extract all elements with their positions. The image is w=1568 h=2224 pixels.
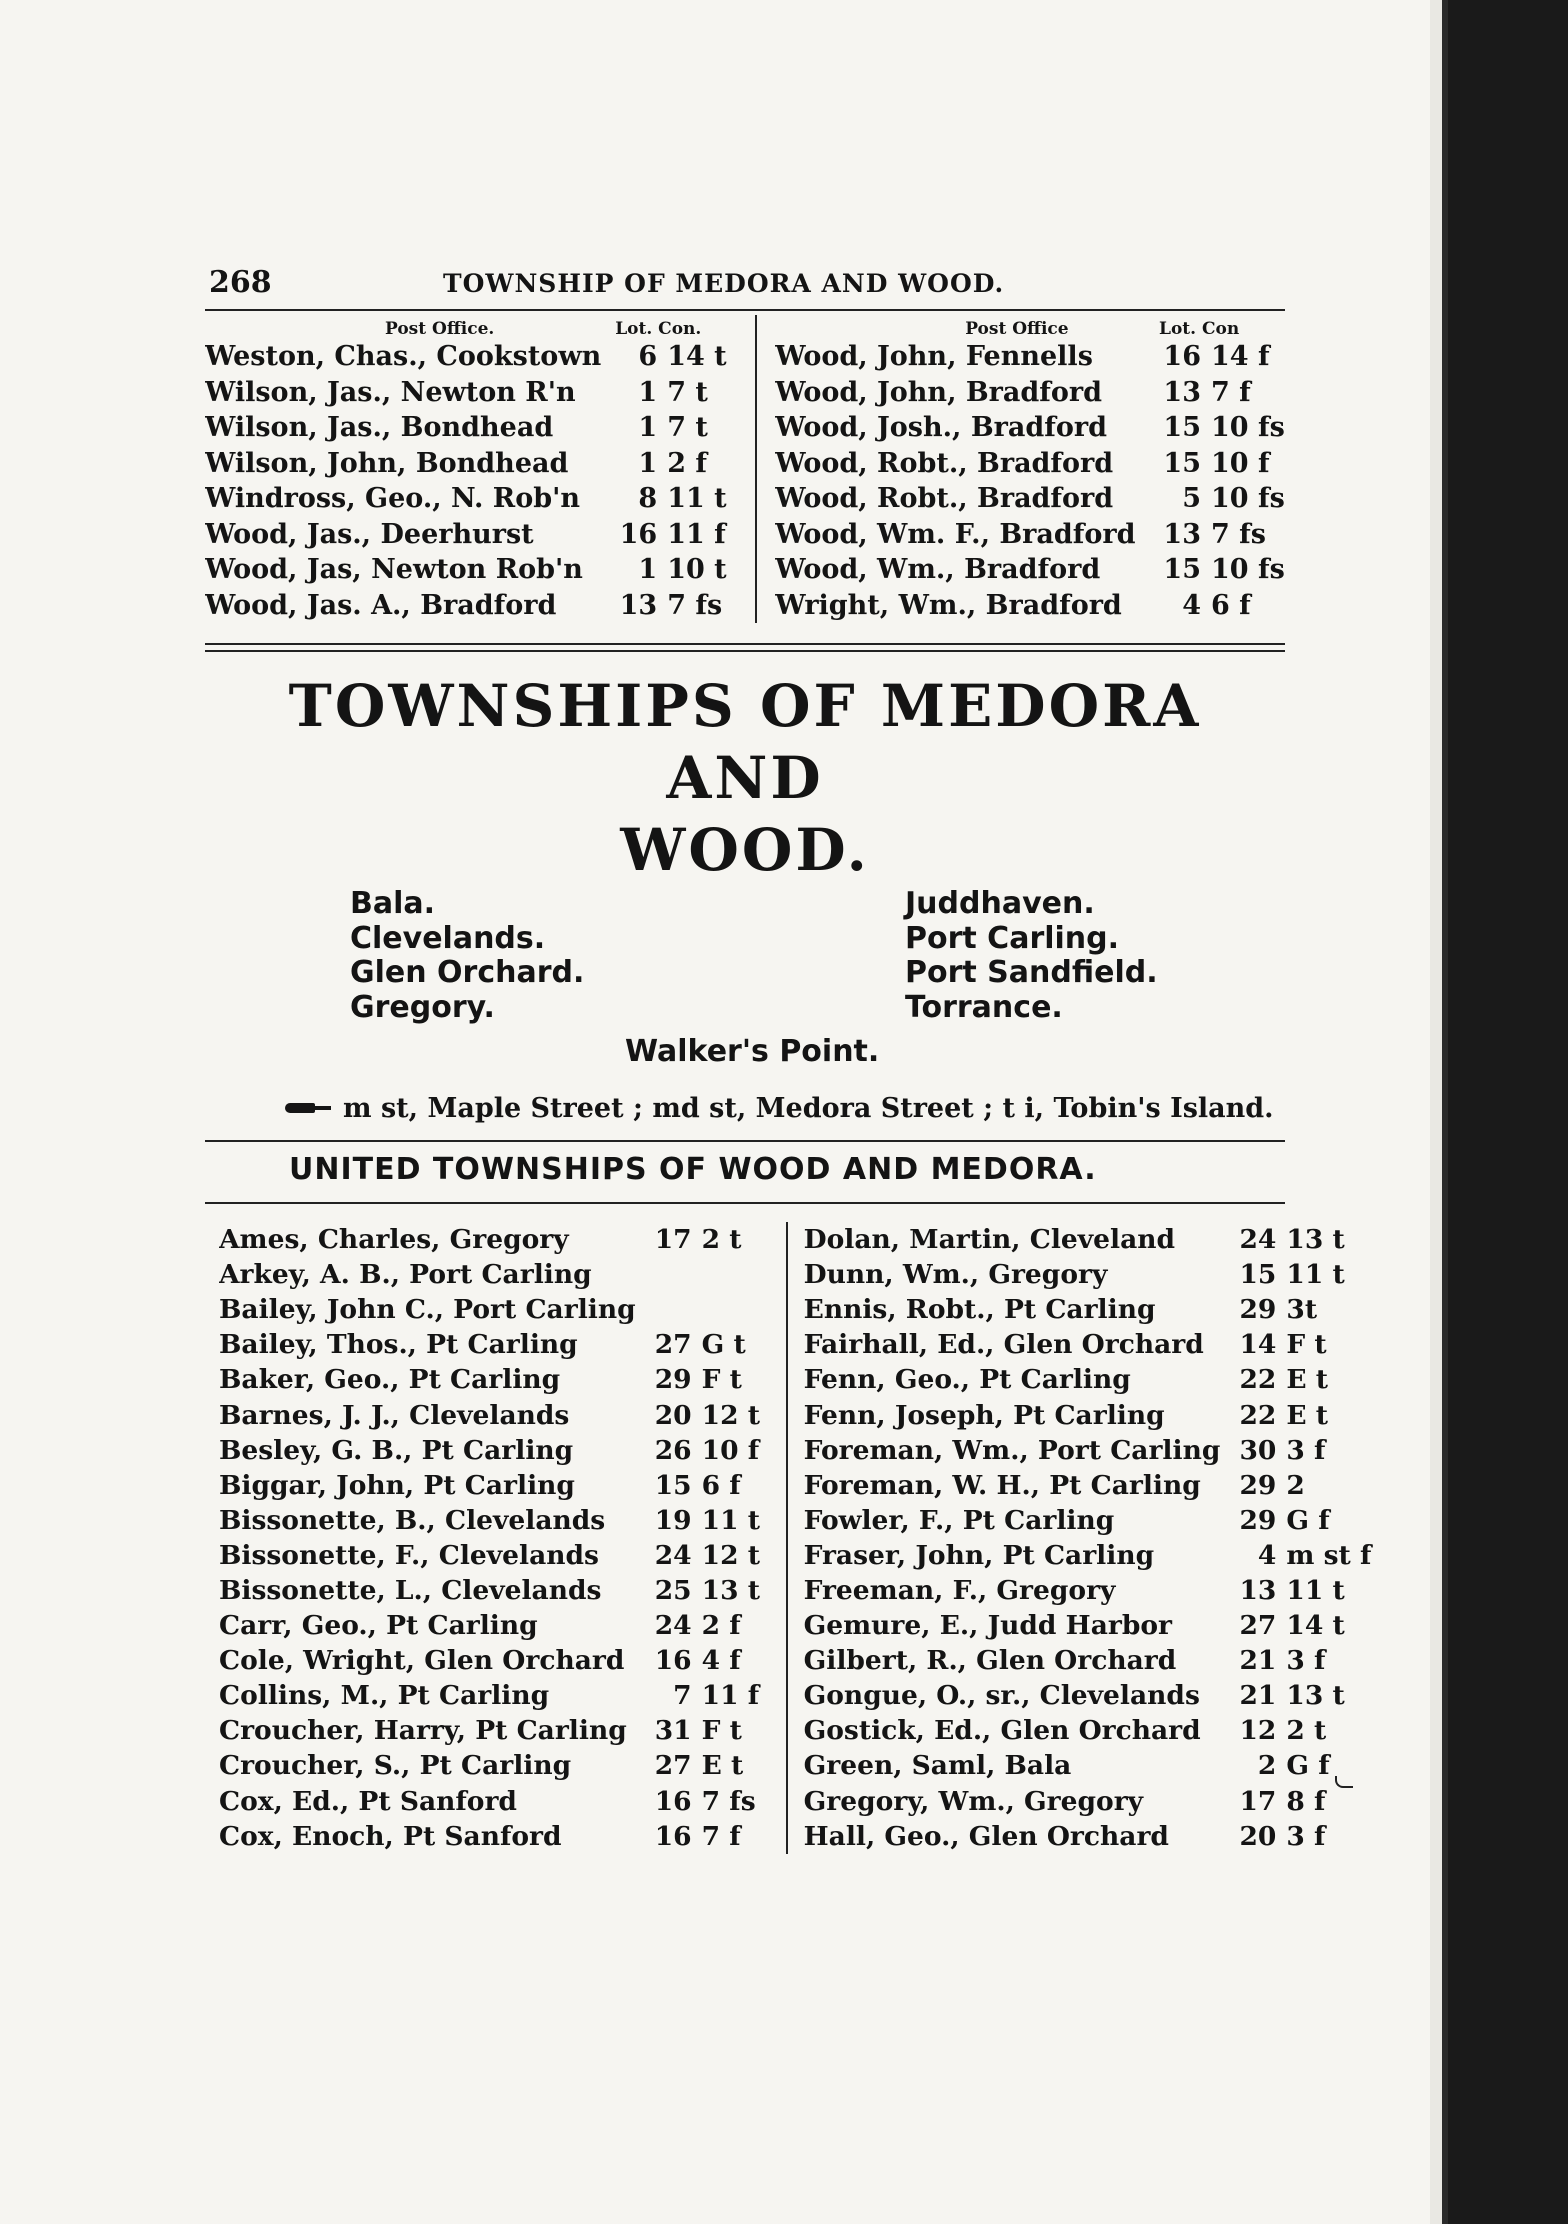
entry-lot: 15 [1163,554,1201,586]
list-item [219,1643,772,1678]
entry-name: Foreman, W. H., Pt Carling [803,1469,1201,1501]
entry-lot: 29 [1239,1504,1277,1536]
entry-con: 8 f [1286,1785,1326,1817]
top-table-left [205,315,755,623]
entry-lot: 8 [638,483,658,515]
entry-name: Wood, Jas., Deerhurst [205,518,534,550]
margin-mark [1335,1776,1353,1788]
list-item [775,481,1285,517]
entry-lot: 16 [619,518,658,550]
entry-lot: 19 [654,1504,692,1536]
list-item [804,1573,1357,1608]
entry-con: 10 fs [1211,483,1285,515]
entry-name: Fenn, Joseph, Pt Carling [803,1399,1165,1431]
abbreviations-note [205,1086,1285,1130]
post-office-name: Juddhaven. [905,886,1095,921]
entry-lot: 25 [654,1574,692,1606]
entry-con: 13 t [701,1574,760,1606]
entry-lot: 16 [654,1645,692,1677]
list-item [219,1784,772,1819]
entry-name: Fenn, Geo., Pt Carling [803,1364,1131,1396]
entry-lot: 4 [1257,1539,1277,1571]
entry-name: Wood, Wm., Bradford [775,554,1101,586]
entry-lot: 13 [1163,518,1201,550]
post-office-name: Port Carling. [905,920,1120,956]
entry-name: Gostick, Ed., Glen Orchard [803,1715,1201,1747]
entry-name: Gregory, Wm., Gregory [803,1785,1144,1817]
entry-lot: 17 [654,1224,692,1256]
entry-name: Dolan, Martin, Cleveland [803,1224,1176,1256]
entry-con: 6 f [701,1469,741,1501]
entry-name: Wright, Wm., Bradford [775,589,1122,621]
entry-lot: 13 [1239,1574,1277,1606]
entry-con: 7 f [701,1820,741,1852]
entry-con: 2 f [701,1610,741,1642]
entry-con: E t [1286,1399,1329,1431]
entry-name: Wood, Wm. F., Bradford [775,518,1136,550]
top-table [205,311,1285,623]
list-item [804,1222,1357,1257]
entry-lot: 6 [638,341,658,373]
entry-lot: 14 [1239,1329,1277,1361]
entry-lot: 20 [1239,1820,1277,1852]
page-number: 268 [209,265,272,300]
united-title: UNITED TOWNSHIPS OF WOOD AND MEDORA. [289,1151,1097,1187]
list-item [219,1292,772,1327]
post-office-name: Bala. [350,886,436,921]
entry-lot: 27 [654,1329,692,1361]
entry-name: Wood, Jas. A., Bradford [205,589,557,621]
entry-con: 13 t [1286,1224,1345,1256]
entry-con: 7 fs [1211,518,1267,550]
entry-lot: 2 [1257,1750,1277,1782]
running-title: TOWNSHIP OF MEDORA AND WOOD. [443,269,1005,298]
entry-name: Fowler, F., Pt Carling [803,1504,1115,1536]
list-item [205,481,741,517]
entry-name: Bissonette, B., Clevelands [219,1504,606,1536]
entry-name: Freeman, F., Gregory [803,1574,1116,1606]
entry-name: Wilson, John, Bondhead [205,447,569,479]
entry-lot: 15 [1239,1259,1277,1291]
entry-name: Cole, Wright, Glen Orchard [219,1645,625,1677]
pointing-hand-icon [285,1097,331,1119]
entry-lot: 15 [654,1469,692,1501]
entry-name: Green, Saml, Bala [803,1750,1072,1782]
entry-lot: 31 [654,1715,692,1747]
entry-lot: 27 [654,1750,692,1782]
entry-name: Baker, Geo., Pt Carling [219,1364,561,1396]
entry-name: Wood, Robt., Bradford [775,447,1114,479]
entry-lot: 16 [1163,341,1201,373]
list-item [219,1678,772,1713]
entry-con: 12 t [701,1399,760,1431]
entry-name: Gilbert, R., Glen Orchard [803,1645,1177,1677]
column-headers [775,315,1285,339]
list-item [804,1468,1357,1503]
entry-name: Croucher, S., Pt Carling [219,1750,572,1782]
united-table-right [788,1222,1372,1854]
top-table-right [757,315,1285,623]
post-office-header: Post Office [965,319,1069,339]
entry-name: Hall, Geo., Glen Orchard [803,1820,1169,1852]
entry-lot: 13 [619,589,658,621]
entry-lot: 12 [1239,1715,1277,1747]
entry-con: E t [1286,1364,1329,1396]
list-item [219,1503,772,1538]
entry-con: 10 f [1211,447,1270,479]
entry-lot: 21 [1239,1680,1277,1712]
entry-con: 11 t [667,483,727,515]
list-item [205,410,741,446]
entry-con: G f [1286,1504,1330,1536]
entry-name: Wood, Robt., Bradford [775,483,1114,515]
entry-lot: 17 [1239,1785,1277,1817]
entry-lot: 4 [1182,589,1201,621]
entry-con: 3 f [1286,1434,1326,1466]
entry-name: Croucher, Harry, Pt Carling [219,1715,627,1747]
section-title [205,670,1285,886]
entry-lot: 13 [1163,376,1201,408]
page-header [205,265,1285,309]
entry-lot: 1 [638,554,658,586]
top-left-rows [205,339,741,623]
list-item [219,1327,772,1362]
entry-name: Bailey, Thos., Pt Carling [219,1329,578,1361]
entry-name: Fairhall, Ed., Glen Orchard [803,1329,1204,1361]
entry-lot: 15 [1163,412,1201,444]
entry-name: Gemure, E., Judd Harbor [803,1610,1172,1642]
entry-name: Fraser, John, Pt Carling [803,1539,1155,1571]
list-item [804,1819,1357,1854]
list-item [803,1538,1372,1573]
entry-lot: 26 [654,1434,692,1466]
entry-con: 11 f [701,1680,760,1712]
list-item [205,588,741,624]
entry-con: 7 fs [701,1785,756,1817]
list-item [804,1608,1357,1643]
list-item [804,1257,1357,1292]
list-item [775,375,1285,411]
entry-lot: 24 [1239,1224,1277,1256]
list-item [219,1362,772,1397]
united-table-left [205,1222,786,1854]
list-item [804,1433,1357,1468]
list-item [775,552,1285,588]
list-item [775,588,1285,624]
entry-lot: 7 [673,1680,692,1712]
entry-con: 7 t [667,412,708,444]
list-item [205,517,741,553]
section-title-line1: TOWNSHIPS OF MEDORA AND [288,672,1202,812]
entry-lot: 5 [1182,483,1201,515]
page-edge [1430,0,1442,2224]
entry-name: Biggar, John, Pt Carling [219,1469,575,1501]
entry-con: 2 f [667,447,708,479]
list-item [219,1538,772,1573]
entry-con: 10 f [701,1434,760,1466]
list-item [219,1748,772,1783]
entry-con: 11 t [701,1504,760,1536]
directory-page [205,265,1372,1854]
list-item [775,410,1285,446]
page-edge-shadow [1442,0,1448,2224]
entry-name: Foreman, Wm., Port Carling [803,1434,1221,1466]
entry-lot: 1 [638,412,658,444]
column-headers [205,315,741,339]
entry-name: Bailey, John C., Port Carling [219,1294,636,1326]
post-office-header: Post Office. [385,319,495,339]
post-office-name: Glen Orchard. [350,955,585,990]
list-item [804,1292,1357,1327]
entry-name: Barnes, J. J., Clevelands [219,1399,570,1431]
list-item [219,1713,772,1748]
entry-name: Dunn, Wm., Gregory [803,1259,1108,1291]
entry-con: 2 t [701,1224,742,1256]
list-item [219,1433,772,1468]
entry-name: Ames, Charles, Gregory [219,1224,569,1256]
entry-name: Cox, Enoch, Pt Sanford [219,1820,562,1852]
entry-lot: 15 [1163,447,1201,479]
entry-con: E t [701,1750,744,1782]
entry-name: Collins, M., Pt Carling [219,1680,550,1712]
list-item [205,339,741,375]
entry-con: 14 f [1211,341,1270,373]
entry-con: 10 fs [1211,412,1285,444]
entry-lot: 22 [1239,1399,1277,1431]
entry-name: Wilson, Jas., Bondhead [205,412,554,444]
entry-name: Cox, Ed., Pt Sanford [219,1785,517,1817]
entry-con: 6 f [1211,589,1251,621]
list-item [205,375,741,411]
post-office-name: Port Sandfield. [905,955,1158,990]
list-item [219,1257,772,1292]
entry-con: 10 fs [1211,554,1285,586]
list-item [804,1327,1357,1362]
entry-con: 11 t [1286,1574,1345,1606]
post-offices-right [905,886,1265,1024]
post-offices-left [350,886,750,1024]
entry-lot: 16 [654,1820,692,1852]
entry-con: 14 t [667,341,727,373]
entry-con: F t [701,1715,742,1747]
entry-con: 11 f [667,518,726,550]
entry-name: Bissonette, L., Clevelands [219,1574,602,1606]
post-office-name: Gregory. [350,989,495,1025]
list-item [804,1362,1357,1397]
entry-lot: 24 [654,1539,692,1571]
list-item [804,1643,1357,1678]
entry-name: Wood, Josh., Bradford [775,412,1107,444]
list-item [219,1468,772,1503]
list-item [219,1397,772,1432]
post-office-name: Torrance. [905,989,1063,1025]
list-item [205,552,741,588]
section-title-line2: WOOD. [620,816,870,884]
entry-lot: 1 [638,376,658,408]
list-item [775,517,1285,553]
top-right-rows [775,339,1285,623]
list-item [804,1713,1357,1748]
entry-con: 14 t [1286,1610,1345,1642]
list-item [804,1397,1357,1432]
entry-lot: 21 [1239,1645,1277,1677]
entry-name: Wood, Jas, Newton Rob'n [205,554,583,586]
entry-con: 4 f [701,1645,741,1677]
entry-name: Wood, John, Fennells [775,341,1093,373]
list-item [804,1678,1357,1713]
entry-con: 7 t [667,376,708,408]
entry-con: 3 f [1286,1820,1326,1852]
entry-con: m st f [1286,1539,1372,1571]
entry-name: Carr, Geo., Pt Carling [219,1610,538,1642]
entry-con: G f [1286,1750,1330,1782]
entry-lot: 20 [654,1399,692,1431]
entry-con: 2 t [1286,1715,1327,1747]
entry-con: G t [701,1329,746,1361]
entry-con: 13 t [1286,1680,1345,1712]
post-office-center: Walker's Point. [625,1034,880,1069]
list-item [775,446,1285,482]
entry-name: Weston, Chas., Cookstown [205,341,602,373]
list-item [219,1573,772,1608]
list-item [804,1748,1357,1783]
entry-name: Ennis, Robt., Pt Carling [803,1294,1156,1326]
entry-name: Besley, G. B., Pt Carling [219,1434,574,1466]
entry-lot: 29 [1239,1294,1277,1326]
entry-lot: 27 [1239,1610,1277,1642]
abbreviations-text: m st, Maple Street ; md st, Medora Street ; t i, Tobin's Island. [343,1092,1274,1124]
united-table [205,1204,1372,1854]
entry-name: Bissonette, F., Clevelands [219,1539,599,1571]
list-item [205,446,741,482]
list-item [219,1608,772,1643]
post-offices-list [205,886,1285,1086]
entry-lot: 29 [1239,1469,1277,1501]
entry-con: 2 [1286,1469,1305,1501]
entry-con: 10 t [667,554,727,586]
entry-con: 7 fs [667,589,723,621]
list-item [775,339,1285,375]
list-item [219,1222,772,1257]
post-office-name: Clevelands. [350,920,546,956]
entry-con: F t [701,1364,742,1396]
entry-name: Arkey, A. B., Port Carling [219,1259,592,1291]
entry-lot: 1 [638,447,658,479]
entry-con: 7 f [1211,376,1251,408]
section-double-rule [205,643,1285,652]
entry-name: Gongue, O., sr., Clevelands [803,1680,1200,1712]
entry-name: Wood, John, Bradford [775,376,1103,408]
list-item [804,1784,1357,1819]
entry-lot: 29 [654,1364,692,1396]
entry-con: 3t [1286,1294,1318,1326]
list-item [219,1819,772,1854]
entry-lot: 16 [654,1785,692,1817]
entry-lot: 30 [1239,1434,1277,1466]
entry-name: Wilson, Jas., Newton R'n [205,376,576,408]
entry-lot: 22 [1239,1364,1277,1396]
list-item [804,1503,1357,1538]
entry-con: 12 t [701,1539,760,1571]
lot-con-header: Lot. Con [1159,319,1240,339]
entry-lot: 24 [654,1610,692,1642]
entry-con: F t [1286,1329,1327,1361]
lot-con-header: Lot. Con. [615,319,702,339]
entry-con: 3 f [1286,1645,1326,1677]
entry-name: Windross, Geo., N. Rob'n [205,483,580,515]
entry-con: 11 t [1286,1259,1345,1291]
